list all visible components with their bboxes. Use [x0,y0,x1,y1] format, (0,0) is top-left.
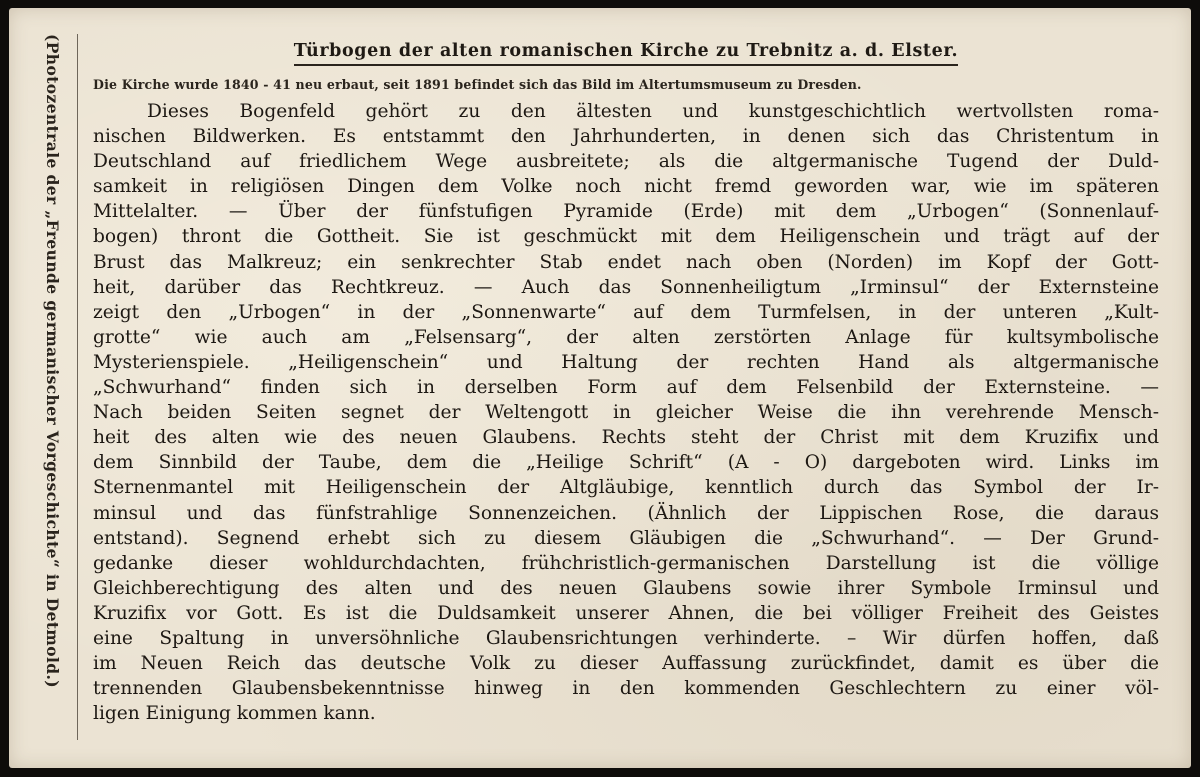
body-line: trennenden Glaubensbekenntnisse hinweg in den kommenden Geschlechtern zu einer völ- [93,678,1159,700]
body-line: samkeit in religiösen Dingen dem Volke noch nicht fremd geworden war, wie im späteren [93,176,1159,198]
body-line: im Neuen Reich das deutsche Volk zu dieser Auffassung zurückfindet, damit es über die [93,653,1159,675]
caption-subtitle: Die Kirche wurde 1840 - 41 neu erbaut, seit 1891 befindet sich das Bild im Altertumsmuseum zu Dresden. [93,77,862,92]
body-line: Mysterienspiele. „Heiligenschein“ und Haltung der rechten Hand als altgermanische [93,351,1159,373]
body-line: heit, darüber das Rechtkreuz. — Auch das Sonnenheiligtum „Irminsul“ der Externsteine [93,276,1159,298]
side-note-container [37,34,67,746]
vertical-divider [77,34,78,740]
body-line: „Schwurhand“ finden sich in derselben Form auf dem Felsenbild der Externsteine. — [93,377,1159,399]
body-line: ligen Einigung kommen kann. [93,703,376,725]
body-line: minsul und das fünfstrahlige Sonnenzeichen. (Ähnlich der Lippischen Rose, die daraus [93,502,1159,524]
body-line: entstand). Segnend erhebt sich zu diesem Gläubigen die „Schwurhand“. — Der Grund- [93,527,1159,549]
body-line: Kruzifix vor Gott. Es ist die Duldsamkeit unserer Ahnen, die bei völliger Freiheit des Geistes [93,602,1159,624]
postcard-back [9,8,1191,768]
body-line: Gleichberechtigung des alten und des neuen Glaubens sowie ihrer Symbole Irminsul und [93,577,1159,599]
body-line: grotte“ wie auch am „Felsensarg“, der alten zerstörten Anlage für kultsymbolische [93,326,1159,348]
body-line: Dieses Bogenfeld gehört zu den ältesten und kunstgeschichtlich wertvollsten roma- [147,101,1159,122]
photo-credit-vertical: (Photozentrale der „Freunde germanischer Vorgeschichte“ in Detmold.) [43,34,62,689]
body-line: Mittelalter. — Über der fünfstufigen Pyramide (Erde) mit dem „Urbogen“ (Sonnenlauf- [93,201,1159,223]
body-line: gedanke dieser wohldurchdachten, frühchristlich-germanischen Darstellung ist die völlige [93,552,1159,574]
body-line: Nach beiden Seiten segnet der Weltengott in gleicher Weise die ihn verehrende Mensch- [93,402,1159,424]
body-line: nischen Bildwerken. Es entstammt den Jahrhunderten, in denen sich das Christentum in [93,126,1159,148]
body-line: Sternenmantel mit Heiligenschein der Altgläubige, kenntlich durch das Symbol der Ir- [93,477,1159,499]
body-line: heit des alten wie des neuen Glaubens. Rechts steht der Christ mit dem Kruzifix und [93,427,1159,449]
caption-title-text: Türbogen der alten romanischen Kirche zu Trebnitz a. d. Elster. [294,39,958,66]
body-line: Brust das Malkreuz; ein senkrechter Stab endet nach oben (Norden) im Kopf der Gott- [93,251,1159,273]
body-line: Deutschland auf friedlichem Wege ausbreitete; als die altgermanische Tugend der Duld- [93,151,1159,173]
body-line: bogen) thront die Gottheit. Sie ist geschmückt mit dem Heiligenschein und trägt auf der [93,226,1159,248]
body-line: eine Spaltung in unversöhnliche Glaubensrichtungen verhinderte. – Wir dürfen hoffen, daß [93,627,1159,649]
body-line: dem Sinnbild der Taube, dem die „Heilige Schrift“ (A - O) dargeboten wird. Links im [93,452,1159,474]
caption-title [93,39,1159,66]
description-body [93,99,1159,726]
body-line: zeigt den „Urbogen“ in der „Sonnenwarte“ auf dem Turmfelsen, in der unteren „Kult- [93,301,1159,323]
